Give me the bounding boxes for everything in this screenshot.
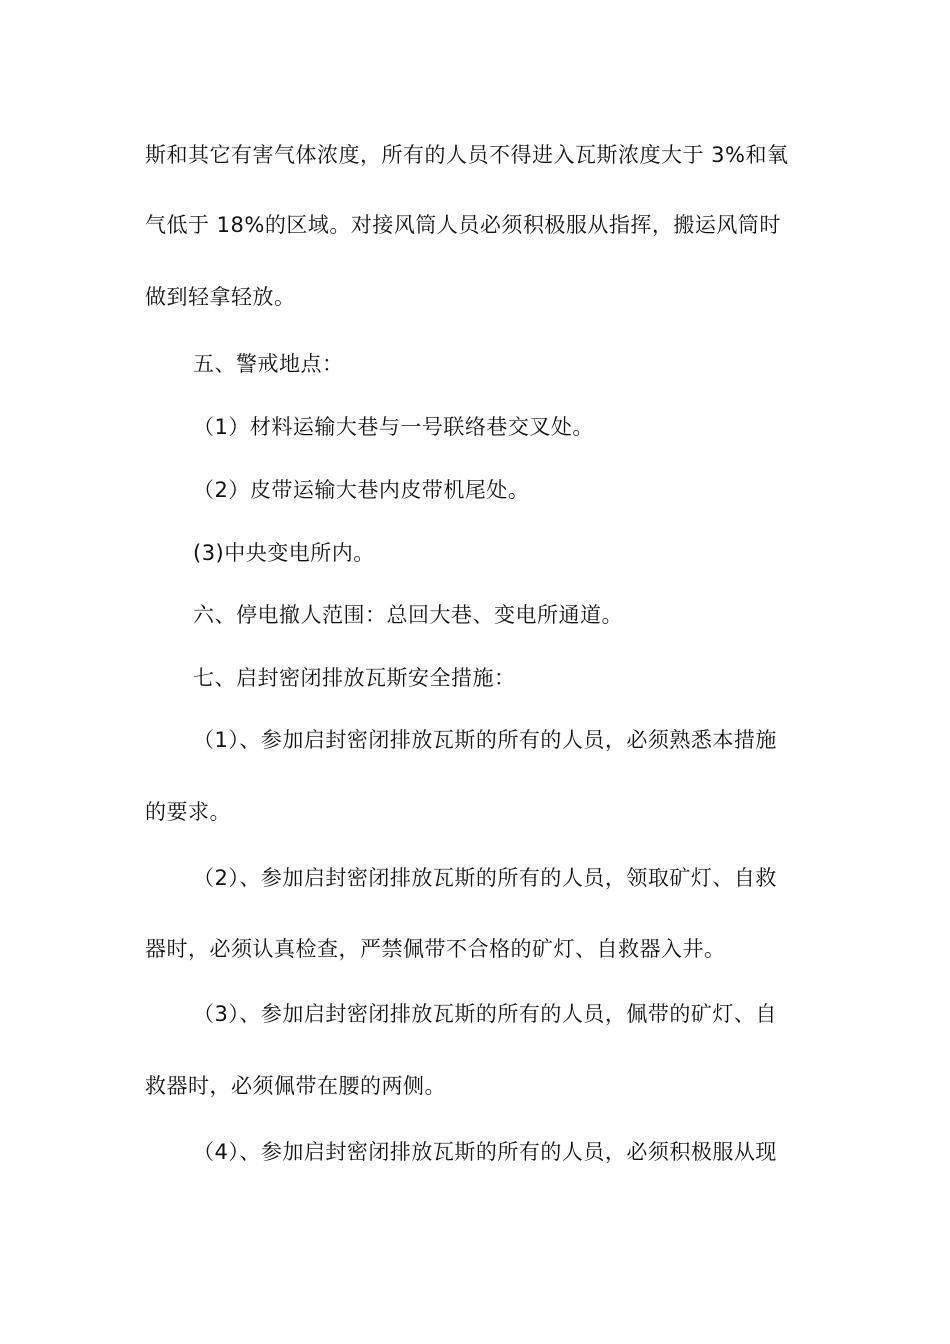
- paragraph-line: 的要求。: [145, 800, 231, 824]
- paragraph-line: 做到轻拿轻放。: [145, 285, 296, 309]
- list-item: （2）、参加启封密闭排放瓦斯的所有的人员，领取矿灯、自救: [193, 866, 777, 890]
- list-item: （1）材料运输大巷与一号联络巷交叉处。: [193, 415, 594, 439]
- list-item: （3）、参加启封密闭排放瓦斯的所有的人员，佩带的矿灯、自: [193, 1002, 777, 1026]
- section-heading: 五、警戒地点：: [193, 352, 344, 376]
- section-heading: 六、停电撤人范围：总回大巷、变电所通道。: [193, 603, 623, 627]
- list-item: （2）皮带运输大巷内皮带机尾处。: [193, 478, 530, 502]
- paragraph-line: 器时，必须认真检查，严禁佩带不合格的矿灯、自救器入井。: [145, 937, 726, 961]
- paragraph-line: 气低于 18%的区域。对接风筒人员必须积极服从指挥，搬运风筒时: [145, 213, 781, 237]
- paragraph-line: 斯和其它有害气体浓度，所有的人员不得进入瓦斯浓度大于 3%和氧: [145, 143, 789, 167]
- list-item: (3)中央变电所内。: [193, 541, 375, 565]
- list-item: （4）、参加启封密闭排放瓦斯的所有的人员，必须积极服从现: [193, 1140, 777, 1164]
- section-heading: 七、启封密闭排放瓦斯安全措施：: [193, 666, 516, 690]
- list-item: （1）、参加启封密闭排放瓦斯的所有的人员，必须熟悉本措施: [193, 728, 777, 752]
- paragraph-line: 救器时，必须佩带在腰的两侧。: [145, 1074, 446, 1098]
